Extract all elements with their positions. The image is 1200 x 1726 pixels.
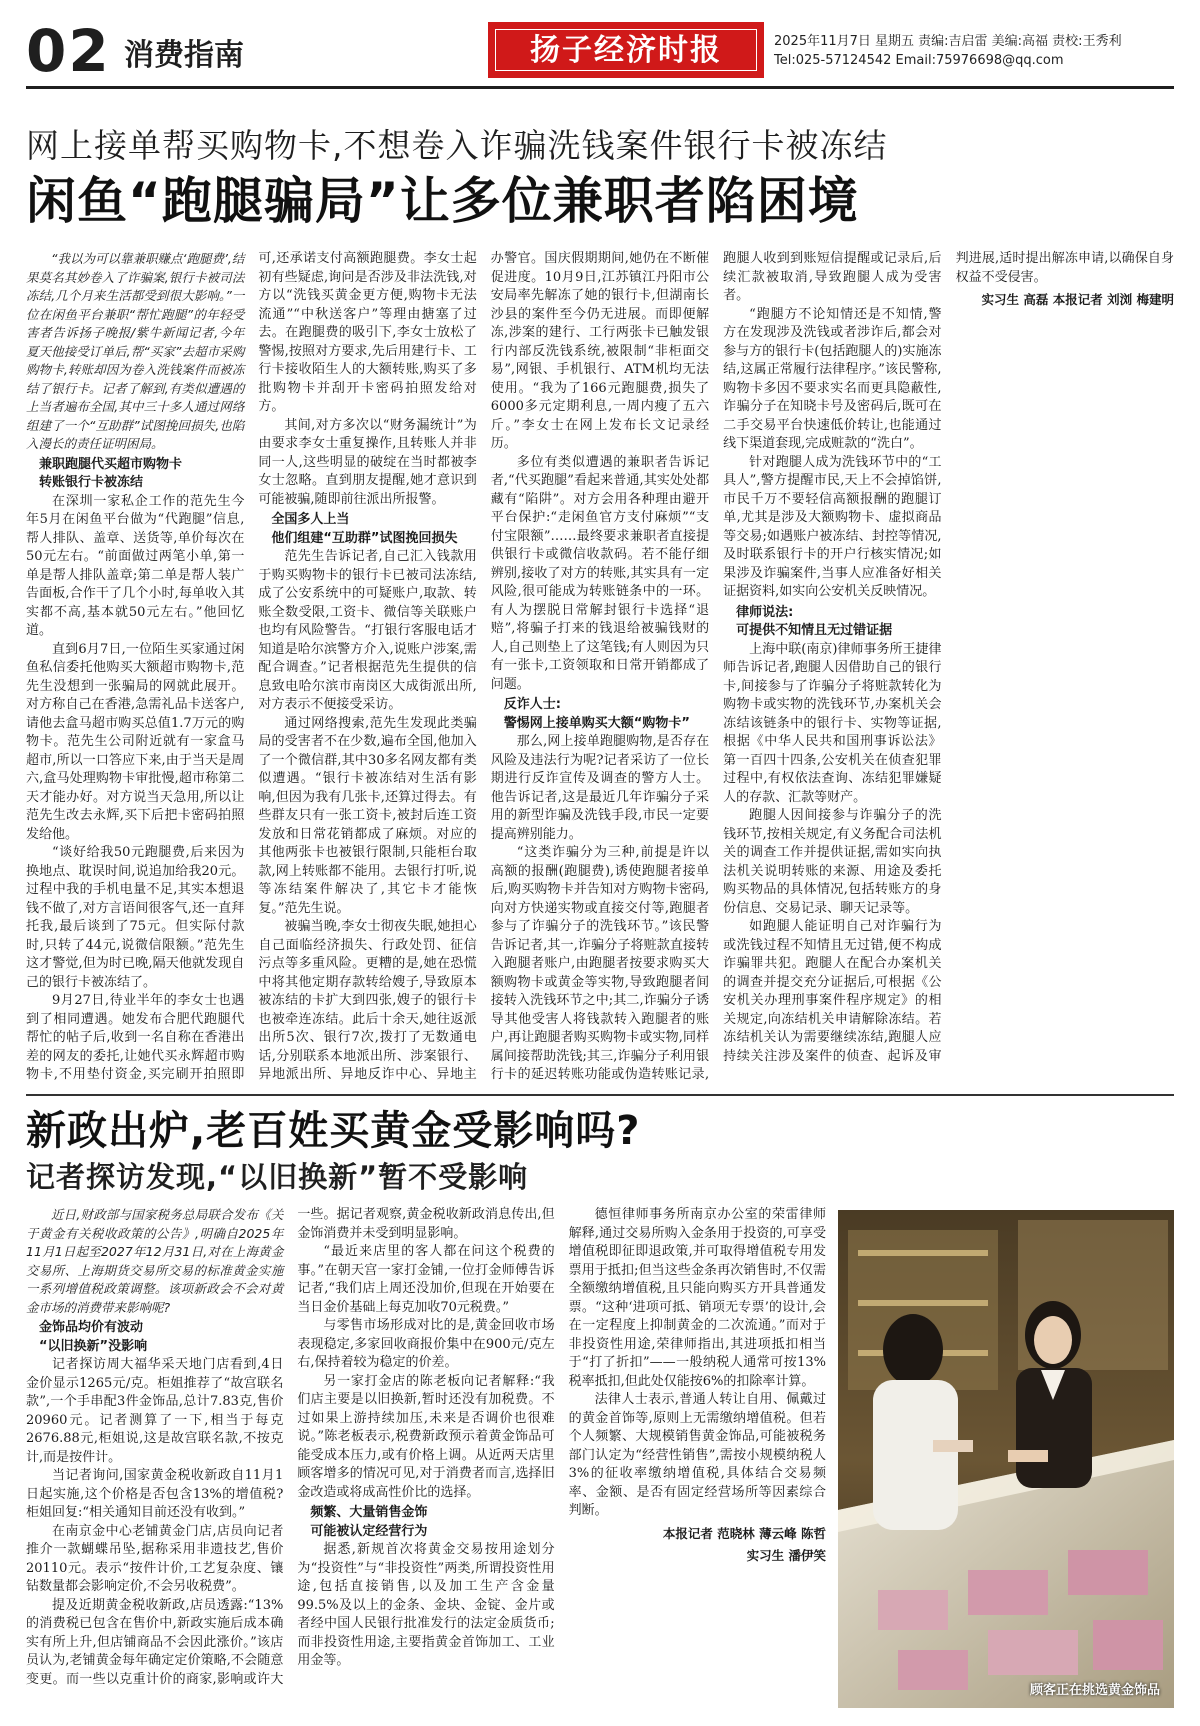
photo-caption: 顾客正在挑选黄金饰品 xyxy=(1029,1683,1160,1698)
article2-body xyxy=(26,1206,826,1706)
paragraph: 在深圳一家私企工作的范先生今年5月在闲鱼平台做为“代跑腿”信息,帮人排队、盖章、送货等,单价每次在50元左右。“前面做过两笔小单,第一单是帮人排队盖章;第二单是帮人装广告面板,合作干了几个小时,每单收入其实都不高,基本就50元左右。”他回忆道。 xyxy=(26,493,245,638)
paragraph: 提及近期黄金税收新政,店员透露:“13%的消费税已包含在售价中,新政实施后成本确实有所上升,但店铺商品不会因此涨价。”该店员认为,老铺黄金每年确定定价策略,不会随意变更。而一些以克重计价的商家,影响或许大一些。据记者观察,黄金税收新政消息传出,但金饰消费并未受到明显影响。 xyxy=(26,1207,555,1687)
paragraph: 其间,对方多次以“财务漏统计”为由要求李女士重复操作,且转账人并非同一人,这些明显的破绽在当时都被李女士忽略。直到朋友提醒,她才意识到可能被骗,随即前往派出所报警。 xyxy=(258,417,477,507)
issue-meta xyxy=(774,32,1174,70)
article1-subhead: 全国多人上当 他们组建“互助群”试图挽回损失 xyxy=(271,512,458,546)
article2-subhead: 记者探访发现,“以旧换新”暂不受影响 xyxy=(26,1160,529,1194)
masthead-rule xyxy=(26,86,1174,89)
paragraph: 被骗当晚,李女士彻夜失眠,她担心自己面临经济损失、行政处罚、征信污点等多重风险。更糟的是,她在恐慌中将其他定期存款转给嫂子,导致原本被冻结的卡扩大到四张,嫂子的银行卡也被牵连冻结。此后十余天,她往返派出所5次、银行7次,拨打了无数通电话,分别联系本地派出所、涉案银行、异地派出所、异地反诈中心、异地主办警官。国庆假期期间,她仍在不断催促进度。10月9日,江苏镇江丹阳市公安局率先解冻了她的银行卡,但湖南长沙县的案件至今仍无进展。而即便解冻,涉案的建行、工行两张卡已触发银行内部反洗钱系统,被限制“非柜面交易”,网银、手机银行、ATM机均无法使用。“我为了166元跑腿费,损失了6000多元定期利息,一周内瘦了五六斤。”李女士在网上发布长文记录经历。 xyxy=(258,251,710,1082)
paragraph: “谈好给我50元跑腿费,后来因为换地点、耽误时间,说追加给我20元。过程中我的手机电量不足,其实本想退钱不做了,对方言语间很客气,还一直拜托我,最后谈到了75元。但实际付款时,只转了44元,说微信限额。”范先生这才警觉,但为时已晚,隔天他就发现自己的银行卡被冻结了。 xyxy=(26,845,245,990)
article2-byline: 本报记者 范晓林 薄云峰 陈哲 xyxy=(662,1525,826,1541)
article1-kicker: 网上接单帮买购物卡,不想卷入诈骗洗钱案件银行卡被冻结 xyxy=(26,126,888,165)
issue-info: 2025年11月7日 星期五 责编:吉启雷 美编:高福 责校:王秀利 xyxy=(774,34,1122,49)
article1-subhead: 反诈人士: 警惕网上接单购买大额“购物卡” xyxy=(503,697,690,731)
paragraph: 法律人士表示,普通人转让自用、佩戴过的黄金首饰等,原则上无需缴纳增值税。但若个人频繁、大规模销售黄金饰品,可能被税务部门认定为“经营性销售”,需按小规模纳税人3%的征收率缴纳增值税,具体结合交易频率、金额、是否有固定经营场所等因素综合判断。 xyxy=(568,1392,826,1518)
paragraph: “最近来店里的客人都在问这个税费的事。”在朝天宫一家打金铺,一位打金师傅告诉记者,“我们店上周还没加价,但现在开始要在当日金价基础上每克加收70元税费。” xyxy=(297,1244,555,1315)
store-photo xyxy=(838,1210,1174,1708)
page-number: 02 xyxy=(26,17,111,85)
article1-headline: 闲鱼“跑腿骗局”让多位兼职者陷困境 xyxy=(26,172,859,230)
paragraph: 如跑腿人能证明自己对诈骗行为或洗钱过程不知情且无过错,便不构成诈骗罪共犯。跑腿人在配合办案机关的调查并提交充分证据后,可根据《公安机关办理刑事案件程序规定》的相关规定,向冻结机关申请解除冻结。若冻结机关认为需要继续冻结,跑腿人应持续关注涉及案件的侦查、起诉及审判进展,适时提出解冻申请,以确保自身权益不受侵害。 xyxy=(723,251,1174,1064)
article2-subhead-block: 频繁、大量销售金饰 可能被认定经营行为 xyxy=(310,1505,428,1539)
paragraph: 上海中联(南京)律师事务所王捷律师告诉记者,跑腿人因借助自己的银行卡,间接参与了诈骗分子将赃款转化为购物卡或实物的洗钱环节,办案机关会冻结该链条中的银行卡、实物等证据,根据《中华人民共和国刑事诉讼法》第一百四十四条,公安机关在侦查犯罪过程中,有权依法查询、冻结犯罪嫌疑人的存款、汇款等财产。 xyxy=(723,641,942,805)
paragraph: 与零售市场形成对比的是,黄金回收市场表现稳定,多家回收商报价集中在900元/克左右,保持着较为稳定的价差。 xyxy=(297,1318,555,1370)
newspaper-name: 扬子经济时报 xyxy=(530,33,722,68)
paragraph: 德恒律师事务所南京办公室的荣雷律师解释,通过交易所购入金条用于投资的,可享受增值税即征即退政策,并可取得增值税专用发票用于抵扣;但当这些金条再次销售时,不仅需全额缴纳增值税,且只能向购买方开具普通发票。“这种‘进项可抵、销项无专票’的设计,会在一定程度上抑制黄金的二次流通。”而对于非投资性用途,荣律师指出,其进项抵扣相当于“打了折扣”——一般纳税人通常可按13%税率抵扣,但此处仅能按6%的扣除率计算。 xyxy=(568,1207,826,1389)
article2-lead: 近日,财政部与国家税务总局联合发布《关于黄金有关税收政策的公告》,明确自2025年11月1日起至2027年12月31日,对在上海黄金交易所、上海期货交易所交易的标准黄金实施一系列增值税政策调整。该项新政会不会对黄金市场的消费带来影响呢? xyxy=(26,1207,284,1315)
article2-subhead-block: 金饰品均价有波动 “以旧换新”没影响 xyxy=(39,1320,148,1354)
paragraph: 那么,网上接单跑腿购物,是否存在风险及违法行为呢?记者采访了一位长期进行反诈宣传及调查的警方人士。他告诉记者,这是最近几年诈骗分子采用的新型诈骗及洗钱手段,市民一定要提高辨别能力。 xyxy=(490,734,710,842)
section-name: 消费指南 xyxy=(124,38,244,73)
paragraph: 记者探访周大福华采天地门店看到,4日金价显示1265元/克。柜姐推荐了“故宫联名款”,一个手串配3件金饰品,总计7.83克,售价20960元。记者测算了一下,相当于每克2676.88元,柜姐说,这是故宫联名款,不按克计,而是按件计。 xyxy=(26,1357,284,1465)
paragraph: 多位有类似遭遇的兼职者告诉记者,“代买跑腿”看起来普通,其实处处都藏有“陷阱”。对方会用各种理由避开平台保护:“走闲鱼官方支付麻烦”“支付宝限额”……最终要求兼职者直接提供银行卡或微信收款码。若不能仔细辨别,接收了对方的转账,其实具有一定风险,很可能成为转账链条中的一环。有人为摆脱日常解封银行卡选择“退赔”,将骗子打来的钱退给被骗钱财的人,自己则垫上了这笔钱;有人则因为只有一张卡,工资领取和日常开销都成了问题。 xyxy=(490,454,710,692)
paragraph: “跑腿方不论知情还是不知情,警方在发现涉及洗钱或者涉诈后,都会对参与方的银行卡(包括跑腿人的)实施冻结,这属正常履行法律程序。”该民警称,购物卡多因不要求实名而更具隐蔽性,诈骗分子在知晓卡号及密码后,既可在二手交易平台快速低价转让,也能通过线下渠道套现,完成赃款的“洗白”。 xyxy=(723,306,942,451)
article1-subhead: 兼职跑腿代买超市购物卡 转账银行卡被冻结 xyxy=(39,456,183,490)
paragraph: 据悉,新规首次将黄金交易按用途划分为“投资性”与“非投资性”两类,所谓投资性用途,包括直接销售,以及加工生产含金量99.5%及以上的金条、金块、金锭、金片或者经中国人民银行批准发行的法定金质货币;而非投资性用途,主要指黄金首饰加工、工业用金等。 xyxy=(297,1542,555,1668)
paragraph: 直到6月7日,一位陌生买家通过闲鱼私信委托他购买大额超市购物卡,范先生没想到一张骗局的网就此展开。对方称自己在香港,急需礼品卡送客户,请他去盒马超市购买总值1.7万元的购物卡。范先生公司附近就有一家盒马超市,所以一口答应下来,由于当天是周六,盒马处理购物卡审批慢,超市称第二天才能办好。对方说当天急用,所以让范先生改去永辉,买下后把卡密码拍照发给他。 xyxy=(26,641,245,842)
paragraph: 通过网络搜索,范先生发现此类骗局的受害者不在少数,遍布全国,他加入了一个微信群,其中30多名网友都有类似遭遇。“银行卡被冻结对生活有影响,但因为我有几张卡,还算过得去。有些群友只有一张工资卡,被封后连工资发放和日常花销都成了麻烦。对应的其他两张卡也被银行限制,只能柜台取款,网上转账都不能用。去银行打听,说等冻结案件解决了,其它卡才能恢复。”范先生说。 xyxy=(258,715,477,916)
paragraph: 范先生告诉记者,自己汇入钱款用于购买购物卡的银行卡已被司法冻结,成了公安系统中的可疑账户,取款、转账全数受限,工资卡、微信等关联账户也均有风险警告。“打银行客服电话才知道是哈尔滨警方介入,说账户涉案,需配合调查。”记者根据范先生提供的信息致电哈尔滨市南岗区大成街派出所,对方表示不便接受采访。 xyxy=(258,549,477,712)
paragraph: 9月27日,待业半年的李女士也遇到了相同遭遇。她发布合肥代跑腿代帮忙的帖子后,收到一名自称在香港出差的网友的委托,让她代买永辉超市购物卡,不用垫付资金,买完刷开拍照即可,还承诺支付高额跑腿费。李女士起初有些疑虑,询问是否涉及非法洗钱,对方以“洗钱买黄金更方便,购物卡无法流通”“中秋送客户”等理由搪塞了过去。在跑腿费的吸引下,李女士放松了警惕,按照对方要求,先后用建行卡、工行卡接收陌生人的大额转账,购买了多批购物卡并刮开卡密码拍照发给对方。 xyxy=(26,251,477,1082)
paragraph: 在南京金中心老铺黄金门店,店员向记者推介一款蝴蝶吊坠,据称采用非遗技艺,售价20110元。表示“按件计价,工艺复杂度、镶钻数量都会影响定价,不会另收税费”。 xyxy=(26,1523,284,1594)
paragraph: “这类诈骗分为三种,前提是许以高额的报酬(跑腿费),诱使跑腿者接单后,购买购物卡并告知对方购物卡密码,向对方快递实物或直接交付等,跑腿者参与了诈骗分子的洗钱环节。”该民警告诉记者,其一,诈骗分子将赃款直接转入跑腿者账户,由跑腿者按要求购买大额购物卡或黄金等实物,导致跑腿者间接转入洗钱环节之中;其二,诈骗分子诱导其他受害人将钱款转入跑腿者的账户,再让跑腿者购买购物卡或实物,同样属间接帮助洗钱;其三,诈骗分子利用银行卡的延迟转账功能或伪造转账记录,跑腿人收到到账短信提醒或记录后,后续汇款被取消,导致跑腿人成为受害者。 xyxy=(490,251,942,1082)
article2-byline: 实习生 潘伊笑 xyxy=(746,1548,826,1563)
paragraph: 当记者询问,国家黄金税收新政自11月1日起实施,这个价格是否包含13%的增值税?柜姐回复:“相关通知目前还没有收到。” xyxy=(26,1468,284,1520)
article2-headline: 新政出炉,老百姓买黄金受影响吗? xyxy=(26,1108,641,1154)
paragraph: 针对跑腿人成为洗钱环节中的“工具人”,警方提醒市民,天上不会掉馅饼,市民千万不要轻信高额报酬的跑腿订单,尤其是涉及大额购物卡、虚拟商品等交易;如遇账户被冻结、封控等情况,及时联系银行卡的开户行核实情况;如果涉及诈骗案件,当事人应准备好相关证据资料,如实向公安机关反映情况。 xyxy=(723,454,942,599)
contact-info: Tel:025-57124542 Email:75976698@qq.com xyxy=(774,53,1064,68)
section-divider xyxy=(26,1094,1174,1096)
masthead xyxy=(26,18,1174,90)
paragraph: 另一家打金店的陈老板向记者解释:“我们店主要是以旧换新,暂时还没有加税费。不过如果上游持续加压,未来是否调价也很难说。”陈老板表示,税费新政预示着黄金饰品可能受成本压力,或有价格上调。从近两天店里顾客增多的情况可见,对于消费者而言,选择旧金改造或将成高性价比的选择。 xyxy=(297,1373,555,1500)
article1-subhead: 律师说法: 可提供不知情且无过错证据 xyxy=(736,604,893,638)
paragraph: 跑腿人因间接参与诈骗分子的洗钱环节,按相关规定,有义务配合司法机关的调查工作并提供证据,需如实向执法机关说明转账的来源、用途及委托购买物品的具体情况,包括转账方的身份信息、交易记录、聊天记录等。 xyxy=(723,808,942,916)
article1-body xyxy=(26,250,1174,1086)
article1-byline: 实习生 高磊 本报记者 刘浏 梅建明 xyxy=(981,292,1174,307)
article1-lead: “我以为可以靠兼职赚点‘跑腿费’,结果莫名其妙卷入了诈骗案,银行卡被司法冻结,几个月来生活都受到很大影响。”一位在闲鱼平台兼职“帮忙跑腿”的年轻受害者告诉扬子晚报/紫牛新闻记者,今年夏天他接受订单后,帮“买家”去超市采购购物卡,转账却因为卷入洗钱案件而被冻结了银行卡。记者了解到,有类似遭遇的上当者遍布全国,其中三十多人通过网络组建了一个“互助群”试图挽回损失,也陷入漫长的责任证明困局。 xyxy=(26,251,245,451)
photo-illustration xyxy=(838,1210,1174,1708)
newspaper-logo xyxy=(488,22,764,78)
